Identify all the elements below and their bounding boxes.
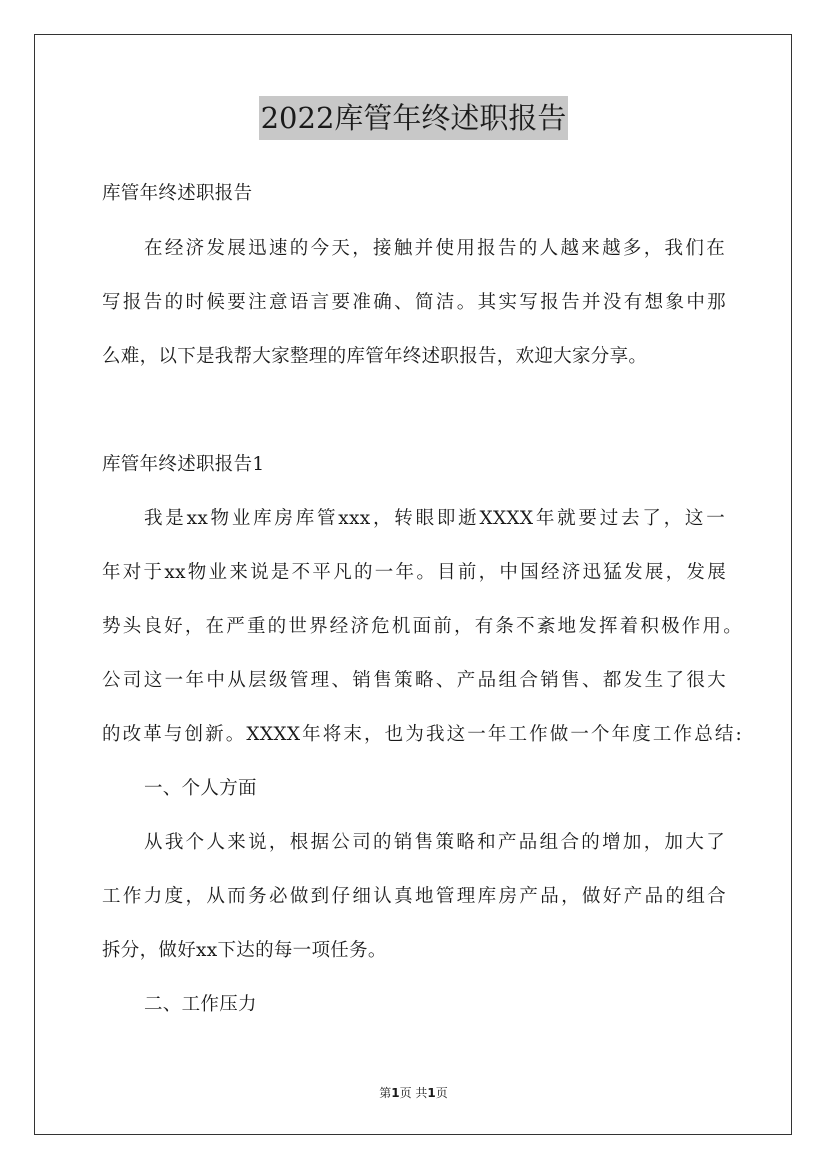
document-title: 2022库管年终述职报告	[259, 96, 569, 140]
document-subtitle: 库管年终述职报告	[102, 183, 253, 204]
intro-line-3: 么难，以下是我帮大家整理的库管年终述职报告，欢迎大家分享。	[102, 346, 648, 367]
footer-prefix: 第	[379, 1086, 392, 1100]
page-footer	[0, 1084, 827, 1101]
para1-line-2: 年对于xx物业来说是不平凡的一年。目前，中国经济迅猛发展，发展	[102, 562, 726, 583]
intro-line-2: 写报告的时候要注意语言要准确、简洁。其实写报告并没有想象中那	[102, 292, 726, 313]
section-heading-1: 库管年终述职报告1	[102, 454, 265, 475]
footer-middle: 页 共	[399, 1086, 428, 1100]
footer-suffix: 页	[435, 1086, 448, 1100]
item-heading-1: 一、个人方面	[144, 778, 257, 799]
para2-line-1: 从我个人来说，根据公司的销售策略和产品组合的增加，加大了	[144, 832, 725, 853]
item-heading-2: 二、工作压力	[144, 994, 257, 1015]
footer-page-number: 1	[391, 1086, 400, 1100]
para2-line-3: 拆分，做好xx下达的每一项任务。	[102, 940, 387, 961]
para1-line-3: 势头良好，在严重的世界经济危机面前，有条不紊地发挥着积极作用。	[102, 616, 742, 637]
para1-line-1: 我是xx物业库房库管xxx，转眼即逝XXXX年就要过去了，这一	[144, 508, 725, 529]
intro-line-1: 在经济发展迅速的今天，接触并使用报告的人越来越多，我们在	[144, 238, 725, 259]
title-container	[0, 96, 827, 140]
para2-line-2: 工作力度，从而务必做到仔细认真地管理库房产品，做好产品的组合	[102, 886, 726, 907]
para1-line-4: 公司这一年中从层级管理、销售策略、产品组合销售、都发生了很大	[102, 670, 726, 691]
footer-page-total: 1	[427, 1086, 436, 1100]
para1-line-5: 的改革与创新。XXXX年将末，也为我这一年工作做一个年度工作总结:	[102, 724, 742, 745]
